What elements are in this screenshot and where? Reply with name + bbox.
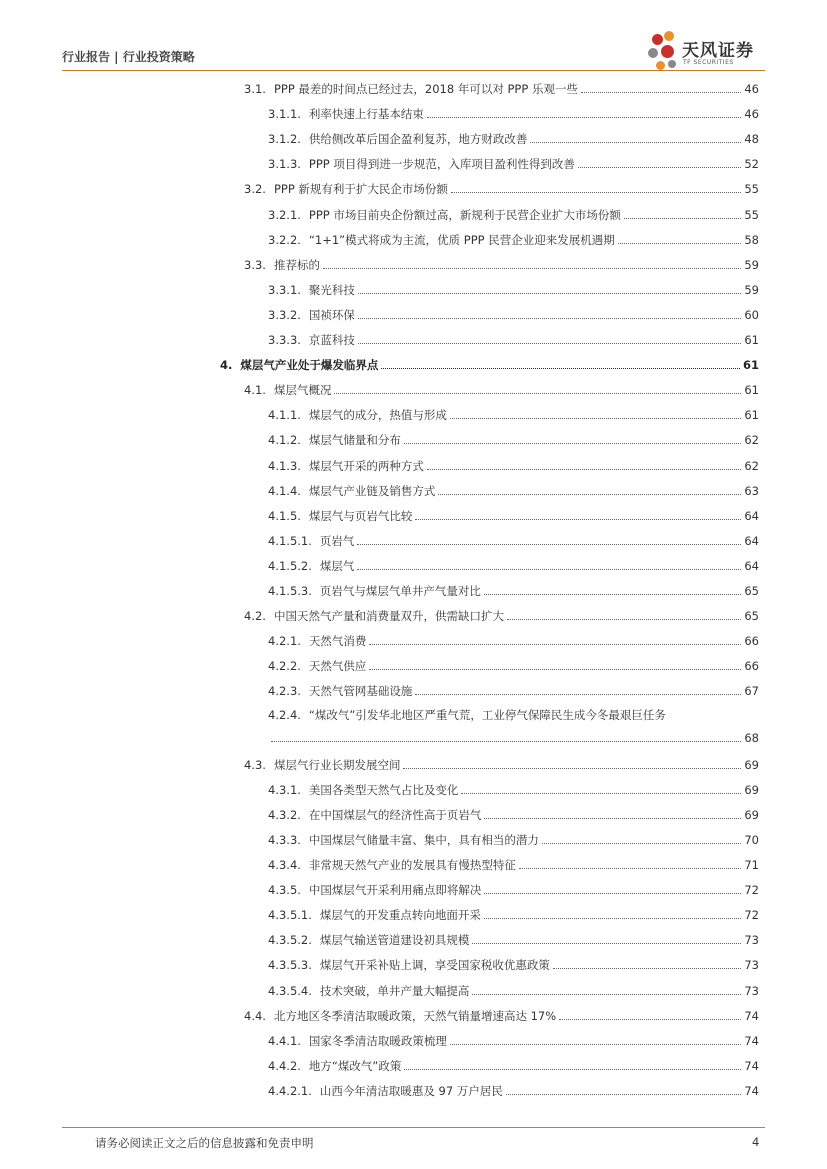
logo-dot	[648, 48, 658, 58]
toc-entry-page: 69	[744, 757, 759, 772]
toc-entry-page: 73	[744, 983, 759, 998]
toc-entry-title: PPP 项目得到进一步规范，入库项目盈利性得到改善	[308, 157, 575, 172]
company-logo	[646, 28, 776, 76]
toc-entry-page: 59	[744, 282, 759, 297]
toc-entry[interactable]	[244, 607, 759, 623]
toc-entry-number: 4.4.2.1.	[268, 1083, 312, 1098]
toc-entry-number: 4.1.1.	[268, 408, 301, 423]
toc-entry-title: 页岩气	[319, 533, 355, 548]
toc-entry-title: 煤层气的开发重点转向地面开采	[319, 908, 481, 923]
toc-leader-dots	[519, 868, 741, 869]
toc-entry[interactable]	[268, 557, 759, 573]
toc-entry[interactable]	[268, 130, 759, 146]
toc-entry-number: 4.2.1.	[268, 634, 301, 649]
toc-entry-title: 推荐标的	[273, 257, 320, 272]
toc-entry-title: 山西今年清洁取暖惠及 97 万户居民	[319, 1083, 503, 1098]
toc-entry[interactable]	[268, 532, 759, 548]
toc-entry-title: 中国煤层气储量丰富、集中，具有相当的潜力	[308, 832, 539, 847]
logo-dot	[668, 60, 676, 68]
toc-entry-title: 煤层气开采补贴上调，享受国家税收优惠政策	[319, 958, 550, 973]
toc-entry[interactable]	[268, 306, 759, 322]
toc-entry[interactable]	[268, 657, 759, 673]
toc-leader-dots	[427, 469, 741, 470]
toc-entry[interactable]	[244, 256, 759, 272]
toc-entry-page: 64	[744, 533, 759, 548]
toc-leader-dots	[381, 368, 740, 369]
toc-entry-number: 4.1.4.	[268, 483, 301, 498]
toc-entry-number: 4.3.5.2.	[268, 933, 312, 948]
toc-leader-dots	[553, 968, 741, 969]
toc-entry-number: 4.3.	[244, 757, 266, 772]
toc-entry-number: 4.3.4.	[268, 858, 301, 872]
toc-entry[interactable]	[268, 982, 759, 998]
toc-leader-dots	[271, 741, 741, 742]
toc-leader-dots	[451, 192, 741, 193]
toc-entry-page: 69	[744, 782, 759, 797]
logo-dot	[664, 31, 674, 41]
toc-leader-dots	[358, 318, 741, 319]
toc-entry[interactable]	[268, 406, 759, 422]
toc-entry-title: 利率快速上行基本结束	[308, 107, 424, 122]
toc-entry[interactable]	[268, 931, 759, 947]
toc-entry-number: 3.3.3.	[268, 333, 301, 347]
toc-entry-page: 55	[744, 182, 759, 197]
toc-entry-title: 煤层气产业链及销售方式	[308, 483, 436, 498]
toc-entry[interactable]	[268, 231, 759, 247]
toc-entry-title: 煤层气与页岩气比较	[308, 508, 413, 523]
toc-entry[interactable]	[268, 105, 759, 121]
toc-entry-number: 4.3.5.1.	[268, 908, 312, 923]
toc-entry[interactable]	[268, 457, 759, 473]
toc-entry-title: PPP 最差的时间点已经过去，2018 年可以对 PPP 乐观一些	[273, 82, 578, 96]
toc-leader-dots	[506, 1094, 742, 1095]
toc-entry-page: 61	[744, 408, 759, 423]
toc-entry-number: 4.3.5.	[268, 883, 301, 898]
toc-entry-page: 67	[744, 684, 759, 699]
toc-entry-title: 技术突破，单井产量大幅提高	[319, 983, 470, 998]
toc-leader-dots	[358, 293, 741, 294]
toc-leader-dots	[484, 893, 741, 894]
toc-entry[interactable]	[268, 331, 759, 347]
toc-entry[interactable]	[268, 206, 759, 222]
toc-entry[interactable]	[268, 806, 759, 822]
toc-leader-dots	[404, 1069, 741, 1070]
toc-entry-page: 74	[744, 1058, 759, 1073]
toc-leader-dots	[415, 694, 741, 695]
toc-entry-page: 61	[744, 333, 759, 347]
toc-entry-page: 62	[744, 433, 759, 448]
toc-entry-number: 4.1.	[244, 383, 266, 398]
toc-entry-page: 66	[744, 634, 759, 649]
toc-entry[interactable]	[268, 281, 759, 297]
toc-entry-title: 天然气供应	[308, 659, 367, 674]
toc-entry[interactable]	[244, 80, 759, 96]
toc-entry-number: 4.1.5.2.	[268, 558, 312, 573]
toc-entry-title: 煤层气的成分，热值与形成	[308, 408, 447, 423]
toc-entry-title: 煤层气储量和分布	[308, 433, 401, 448]
toc-entry-number: 4.4.2.	[268, 1058, 301, 1073]
page-number: 4	[752, 1135, 760, 1149]
toc-entry-page: 66	[744, 659, 759, 674]
toc-entry-title: PPP 市场目前央企份额过高，新规利于民营企业扩大市场份额	[308, 207, 621, 222]
toc-entry-number: 4.2.3.	[268, 684, 301, 699]
toc-entry-number: 4.1.3.	[268, 458, 301, 473]
toc-entry-page: 52	[744, 157, 759, 172]
toc-leader-dots	[323, 268, 741, 269]
toc-entry-number: 3.1.	[244, 82, 266, 96]
toc-leader-dots	[578, 167, 741, 168]
toc-entry-number: 4.3.2.	[268, 807, 301, 822]
toc-entry-title: 中国煤层气开采利用痛点即将解决	[308, 883, 482, 898]
report-type-label: 行业报告 | 行业投资策略	[62, 50, 195, 64]
toc-entry[interactable]	[268, 155, 759, 171]
toc-leader-dots	[530, 142, 741, 143]
toc-leader-dots	[484, 594, 741, 595]
toc-entry-title: 京蓝科技	[308, 333, 355, 347]
toc-leader-dots	[415, 519, 741, 520]
toc-entry-number: 4.3.5.3.	[268, 958, 312, 973]
toc-entry-page: 74	[744, 1083, 759, 1098]
toc-entry[interactable]	[268, 1082, 759, 1098]
toc-entry-title: 地方“煤改气”政策	[308, 1058, 402, 1073]
toc-entry-title: 天然气消费	[308, 634, 367, 649]
toc-entry[interactable]	[268, 682, 759, 698]
toc-entry[interactable]	[268, 956, 759, 972]
toc-entry-title: PPP 新规有利于扩大民企市场份额	[273, 182, 448, 197]
toc-entry[interactable]	[268, 831, 759, 847]
toc-entry-number: 4.3.3.	[268, 832, 301, 847]
toc-entry-number: 4.	[220, 358, 233, 373]
toc-leader-dots	[357, 544, 741, 545]
toc-entry-page: 64	[744, 558, 759, 573]
toc-leader-dots	[450, 418, 741, 419]
toc-entry-title: 煤层气	[319, 558, 355, 573]
toc-entry-page: 73	[744, 933, 759, 948]
toc-entry[interactable]	[268, 1057, 759, 1073]
logo-dot	[652, 34, 663, 45]
toc-entry-number: 4.3.5.4.	[268, 983, 312, 998]
toc-entry-page: 62	[744, 458, 759, 473]
toc-leader-dots	[484, 818, 741, 819]
toc-entry[interactable]	[268, 881, 759, 897]
toc-entry-number: 4.2.	[244, 609, 266, 624]
toc-entry[interactable]	[244, 1007, 759, 1023]
toc-entry-page: 65	[744, 609, 759, 624]
toc-entry-number: 4.4.1.	[268, 1033, 301, 1048]
toc-entry-title: 在中国煤层气的经济性高于页岩气	[308, 807, 482, 822]
toc-entry-number: 4.1.5.	[268, 508, 301, 523]
toc-entry-number: 3.3.1.	[268, 282, 301, 297]
toc-entry-page: 72	[744, 908, 759, 923]
toc-entry-title: 中国天然气产量和消费量双升，供需缺口扩大	[273, 609, 504, 624]
toc-entry[interactable]	[244, 756, 759, 772]
toc-entry-number: 4.1.5.1.	[268, 533, 312, 548]
toc-entry[interactable]	[268, 632, 759, 648]
toc-entry-title: 非常规天然气产业的发展具有慢热型特征	[308, 858, 516, 872]
toc-entry-number: 4.1.5.3.	[268, 584, 312, 598]
header-rule	[62, 70, 765, 71]
toc-entry-page: 48	[744, 132, 759, 147]
toc-entry[interactable]	[268, 708, 759, 746]
toc-entry-page: 72	[744, 883, 759, 898]
toc-entry[interactable]	[268, 582, 759, 598]
toc-entry-title: 煤层气概况	[273, 383, 332, 398]
toc-entry-page: 59	[744, 257, 759, 272]
toc-entry[interactable]	[268, 781, 759, 797]
toc-leader-dots	[357, 569, 741, 570]
toc-leader-dots	[450, 1044, 741, 1045]
toc-entry[interactable]	[268, 856, 759, 872]
toc-entry[interactable]	[268, 906, 759, 922]
footer-rule	[62, 1127, 765, 1128]
toc-leader-dots	[438, 494, 741, 495]
toc-leader-dots	[358, 343, 741, 344]
toc-entry-title: 国家冬季清洁取暖政策梳理	[308, 1033, 447, 1048]
toc-entry-number: 3.3.	[244, 257, 266, 272]
toc-entry-page: 65	[744, 584, 759, 598]
toc-leader-dots	[427, 117, 741, 118]
toc-leader-dots	[559, 1019, 741, 1020]
toc-entry[interactable]	[220, 356, 759, 372]
toc-entry-page: 60	[744, 307, 759, 322]
toc-leader-dots	[624, 218, 741, 219]
toc-entry-number: 3.1.1.	[268, 107, 301, 122]
toc-entry-number: 3.2.	[244, 182, 266, 197]
toc-leader-dots	[334, 393, 741, 394]
toc-leader-dots	[472, 943, 741, 944]
toc-entry-title: 美国各类型天然气占比及变化	[308, 782, 459, 797]
toc-entry-title: “煤改气”引发华北地区严重气荒，工业停气保障民生成今冬最艰巨任务	[308, 707, 666, 722]
toc-entry-number: 4.2.4.	[268, 707, 301, 722]
toc-leader-dots	[618, 243, 742, 244]
toc-entry-title: 煤层气开采的两种方式	[308, 458, 424, 473]
logo-name-cn: 天风证券	[682, 41, 754, 61]
toc-entry-number: 4.4.	[244, 1008, 266, 1023]
toc-entry-page: 74	[744, 1033, 759, 1048]
toc-entry[interactable]	[268, 431, 759, 447]
toc-leader-dots	[369, 644, 741, 645]
toc-entry-title: 煤层气输送管道建设初具规模	[319, 933, 470, 948]
logo-name-en: TF SECURITIES	[683, 59, 734, 66]
toc-entry-title: 煤层气产业处于爆发临界点	[240, 358, 379, 373]
toc-entry-page: 70	[744, 832, 759, 847]
toc-entry-number: 3.1.3.	[268, 157, 301, 172]
toc-entry-number: 4.1.2.	[268, 433, 301, 448]
toc-entry-number: 4.2.2.	[268, 659, 301, 674]
toc-entry-page: 61	[744, 383, 759, 398]
toc-entry-page: 55	[744, 207, 759, 222]
toc-entry-page: 61	[742, 358, 759, 373]
toc-leader-dots	[507, 619, 741, 620]
toc-leader-dots	[369, 669, 741, 670]
toc-entry[interactable]	[244, 180, 759, 196]
toc-leader-dots	[461, 793, 741, 794]
toc-entry-page: 71	[744, 858, 759, 872]
toc-entry-title: 供给侧改革后国企盈利复苏，地方财政改善	[308, 132, 528, 147]
toc-leader-dots	[403, 768, 741, 769]
toc-entry-title: 页岩气与煤层气单井产气量对比	[319, 584, 481, 598]
toc-leader-dots	[404, 443, 741, 444]
toc-entry-number: 3.2.1.	[268, 207, 301, 222]
toc-entry-title: 天然气管网基础设施	[308, 684, 413, 699]
toc-entry-title: 煤层气行业长期发展空间	[273, 757, 401, 772]
toc-entry-page: 58	[744, 232, 759, 247]
toc-entry-page: 64	[744, 508, 759, 523]
toc-leader-dots	[484, 918, 741, 919]
toc-entry[interactable]	[268, 482, 759, 498]
toc-entry-page: 46	[744, 107, 759, 122]
toc-entry-number: 3.3.2.	[268, 307, 301, 322]
toc-entry[interactable]	[268, 1032, 759, 1048]
toc-entry[interactable]	[268, 507, 759, 523]
toc-entry-number: 4.3.1.	[268, 782, 301, 797]
toc-entry-title: 聚光科技	[308, 282, 355, 297]
logo-dot	[656, 61, 665, 70]
toc-entry[interactable]	[244, 381, 759, 397]
toc-entry-title: “1+1”模式将成为主流，优质 PPP 民营企业迎来发展机遇期	[308, 232, 615, 247]
toc-leader-dots	[581, 92, 741, 93]
toc-entry-title: 北方地区冬季清洁取暖政策，天然气销量增速高达 17%	[273, 1008, 557, 1023]
toc-entry-page: 63	[744, 483, 759, 498]
toc-entry-number: 3.2.2.	[268, 232, 301, 247]
toc-leader-dots	[472, 994, 741, 995]
logo-dot	[661, 45, 674, 58]
toc-entry-page: 68	[744, 730, 759, 745]
toc-entry-page: 69	[744, 807, 759, 822]
disclaimer-text: 请务必阅读正文之后的信息披露和免责申明	[95, 1136, 314, 1150]
toc-leader-dots	[542, 843, 741, 844]
toc-entry-number: 3.1.2.	[268, 132, 301, 147]
toc-entry-page: 46	[744, 82, 759, 96]
toc-entry-page: 74	[744, 1008, 759, 1023]
toc-entry-title: 国祯环保	[308, 307, 355, 322]
toc-entry-page: 73	[744, 958, 759, 973]
